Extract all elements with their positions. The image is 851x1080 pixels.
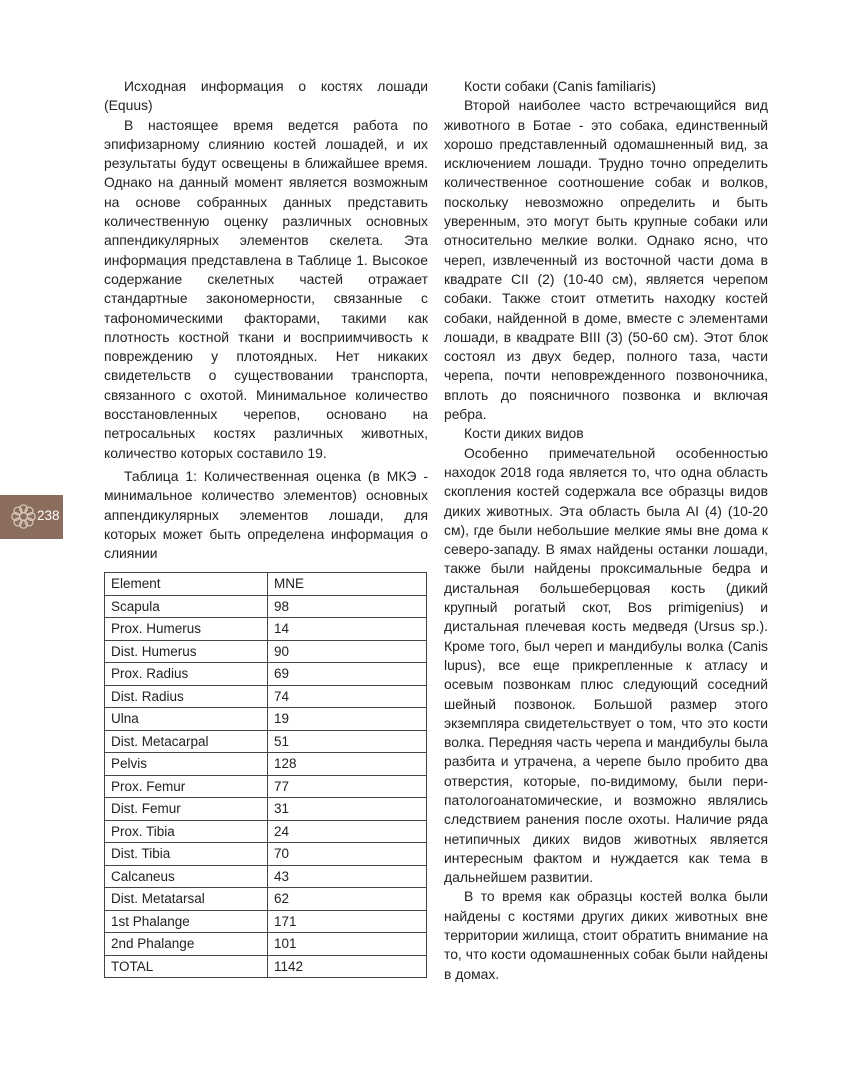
element-cell: Calcaneus (105, 865, 268, 888)
mne-table (104, 572, 427, 978)
element-cell: TOTAL (105, 955, 268, 978)
horse-paragraph: В настоящее время ведется работа по эпифизарному слиянию костей лошадей, и их результаты будут освещены в ближайшее время. Однако на данный момент является возможным на основе собранных данных представить количественную оценку различных основных аппендикулярных элементов скелета. Эта информация представлена в Таблице 1. Высокое содержание скелетных частей отражает стандартные закономерности, связанные с тафономическими факторами, такими как плотность костной ткани и восприимчивость к повреждению у плотоядных. Нет никаких свидетельств о существовании транспорта, связанного с охотой. Минимальное количество восстановленных черепов, основано на петросальных костях различных животных, количество которых составило 19. (104, 116, 428, 461)
table-row (105, 910, 427, 933)
ornament-icon (7, 500, 40, 533)
mne-cell: 101 (268, 933, 427, 956)
element-cell: Prox. Femur (105, 775, 268, 798)
mne-cell: 70 (268, 843, 427, 866)
element-cell: Dist. Metatarsal (105, 888, 268, 911)
mne-cell: 98 (268, 595, 427, 618)
mne-cell: 43 (268, 865, 427, 888)
mne-cell: 74 (268, 685, 427, 708)
table-row (105, 888, 427, 911)
table-row (105, 820, 427, 843)
element-cell: Prox. Tibia (105, 820, 268, 843)
section-heading-dog: Кости собаки (Canis familiaris) (464, 78, 657, 94)
element-cell: Dist. Tibia (105, 843, 268, 866)
mne-cell: 62 (268, 888, 427, 911)
element-cell: Dist. Humerus (105, 640, 268, 663)
element-cell: Pelvis (105, 753, 268, 776)
table-header-row (105, 573, 427, 596)
element-cell: 2nd Phalange (105, 933, 268, 956)
table-row (105, 663, 427, 686)
element-cell: Dist. Radius (105, 685, 268, 708)
right-column (444, 77, 768, 984)
table-row (105, 753, 427, 776)
section-heading-horse: Исходная информация о костях лошади (Equus) (104, 78, 428, 114)
table-row (105, 865, 427, 888)
table-row (105, 955, 427, 978)
mne-cell: 51 (268, 730, 427, 753)
element-cell: Ulna (105, 708, 268, 731)
element-cell: 1st Phalange (105, 910, 268, 933)
table-row (105, 798, 427, 821)
element-cell: Prox. Radius (105, 663, 268, 686)
header-element: Element (105, 573, 268, 596)
table-row (105, 595, 427, 618)
element-cell: Dist. Femur (105, 798, 268, 821)
page-number-badge (0, 495, 63, 539)
header-mne: MNE (268, 573, 427, 596)
mne-cell: 1142 (268, 955, 427, 978)
element-cell: Scapula (105, 595, 268, 618)
table-caption: Таблица 1: Количественная оценка (в МКЭ - минимальное количество элементов) основных аппендикулярных элементов лошади, для которых может быть определена информация о слиянии (104, 467, 428, 562)
section-heading-wild: Кости диких видов (464, 425, 584, 442)
mne-cell: 24 (268, 820, 427, 843)
table-row (105, 775, 427, 798)
mne-cell: 19 (268, 708, 427, 731)
mne-cell: 90 (268, 640, 427, 663)
table-row (105, 933, 427, 956)
dog-paragraph: Второй наиболее часто встречающийся вид животного в Ботае - это собака, единственный хорошо представленный одомашненный вид, за исключением лошади. Трудно точно определить количественное соотношение собак и волков, поскольку невозможно определить и быть уверенным, это могут быть крупные собаки или относительно мелкие волки. Однако ясно, что череп, извлеченный из восточной части дома в квадрате CII (2) (10-40 см), является черепом собаки. Также стоит отметить находку костей собаки, найденной в доме, вместе с элементами лошади, в квадрате BIII (3) (50-60 см). Этот блок состоял из двух бедер, полного таза, части черепа, почти неповрежденного позвоночника, вплоть до поясничного позвонка и включая ребра. (444, 97, 768, 423)
left-column (104, 77, 428, 563)
page-number: 238 (37, 508, 60, 523)
table-row (105, 843, 427, 866)
table-row (105, 730, 427, 753)
table-row (105, 640, 427, 663)
table-row (105, 685, 427, 708)
mne-cell: 128 (268, 753, 427, 776)
mne-cell: 69 (268, 663, 427, 686)
mne-cell: 14 (268, 618, 427, 641)
element-cell: Prox. Humerus (105, 618, 268, 641)
mne-cell: 31 (268, 798, 427, 821)
final-paragraph: В то время как образцы костей волка были найдены с костями других диких животных вне территории жилища, стоит обратить внимание на то, что кости одомашненных собак были найдены в домах. (444, 888, 768, 982)
element-cell: Dist. Metacarpal (105, 730, 268, 753)
wild-species-paragraph: Особенно примечательной особенностью находок 2018 года является то, что одна область скопления костей содержала все образцы видов диких животных. Эта область была AI (4) (10-20 см), где были небольшие мелкие ямы вне дома к северо-западу. В ямах найдены останки лошади, также были найдены проксимальные бедра и дистальная большеберцовая кость (дикий крупный рогатый скот, Bos primigenius) и дистальная плечевая кость медведя (Ursus sp.). Кроме того, был череп и мандибулы волка (Canis lupus), все еще прикрепленные к атласу и осевым позвонкам плюс следующий соседний шейный позвонок. Большой размер этого экземпляра свидетельствует о том, что это кости волка. Передняя часть черепа и мандибулы была разбита и утрачена, а черепе было пробито два отверстия, которые, по-видимому, были пери-патологоанатомические, и возможно являлись следствием ранения после охоты. Наличие ряда нетипичных диких видов животных является интересным фактом и нуждается как тема в дальнейшем развитии. (444, 444, 768, 886)
table-row (105, 618, 427, 641)
mne-cell: 77 (268, 775, 427, 798)
mne-cell: 171 (268, 910, 427, 933)
table-row (105, 708, 427, 731)
